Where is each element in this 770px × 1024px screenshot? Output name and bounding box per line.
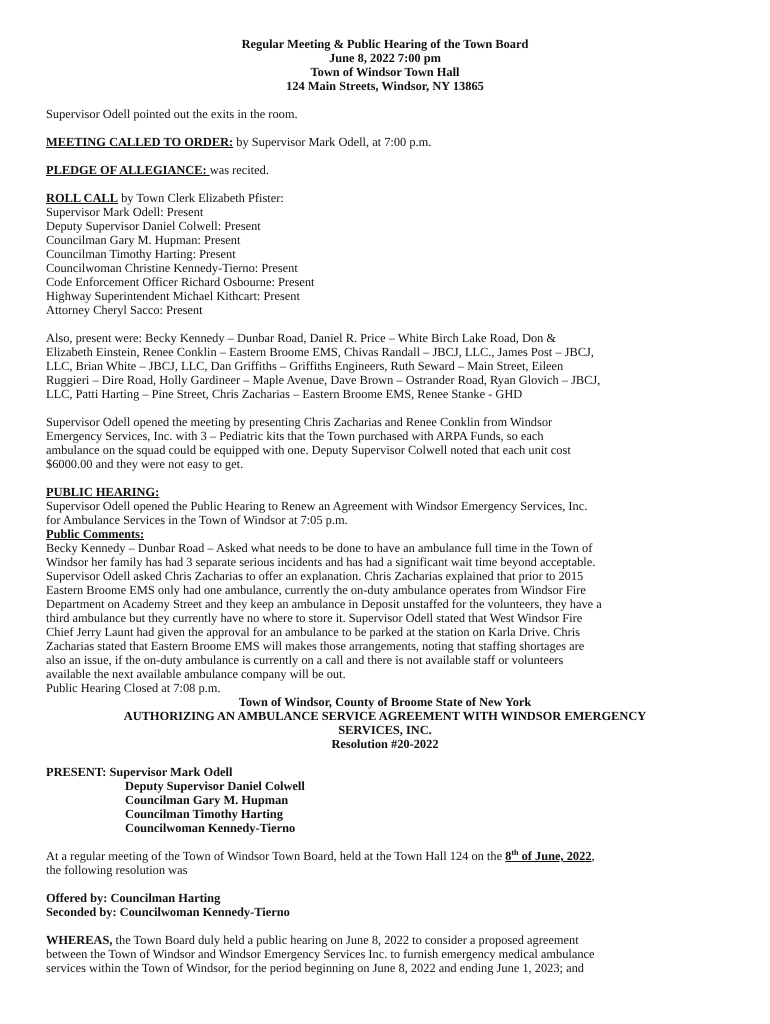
meeting-date-day: 8 [505,849,512,863]
also-present-line: Elizabeth Einstein, Renee Conklin – Eastern Broome EMS, Chivas Randall – JBCJ, LLC., James Post – JBCJ, [46,345,594,359]
pledge-label: PLEDGE OF ALLEGIANCE: [46,163,210,177]
also-present-line: LLC, Patti Harting – Pine Street, Chris Zacharias – Eastern Broome EMS, Renee Stanke - GHD [46,387,523,401]
also-present [46,331,724,401]
resolution-jurisdiction: Town of Windsor, County of Broome State of New York [238,695,532,709]
pledge-text: was recited. [209,163,269,177]
roll-call [46,191,724,317]
present-member: Deputy Supervisor Daniel Colwell [125,779,305,793]
public-comment-line: Supervisor Odell asked Chris Zacharias to offer an explanation. Chris Zacharias explained that prior to 2015 [46,569,584,583]
roll-call-member: Highway Superintendent Michael Kithcart: Present [46,289,300,303]
public-hearing-line: for Ambulance Services in the Town of Windsor at 7:05 p.m. [46,513,348,527]
roll-call-member: Councilwoman Christine Kennedy-Tierno: Present [46,261,298,275]
roll-call-label: ROLL CALL [46,191,118,205]
also-present-line: Also, present were: Becky Kennedy – Dunbar Road, Daniel R. Price – White Birch Lake Road, Don & [46,331,557,345]
resolution-title: AUTHORIZING AN AMBULANCE SERVICE AGREEMENT WITH WINDSOR EMERGENCY [123,709,647,723]
public-comment-line: Department on Academy Street and they keep an ambulance in Deposit unstaffed for the volunteers, they have a [46,597,602,611]
regular-meeting-line: the following resolution was [46,863,188,877]
called-to-order [46,135,724,149]
public-hearing-line: Supervisor Odell opened the Public Hearing to Renew an Agreement with Windsor Emergency Services, Inc. [46,499,588,513]
public-comment-line: also an issue, if the on-duty ambulance is currently on a call and there is not available staff or volunteers [46,653,564,667]
present-member: Supervisor Mark Odell [109,765,233,779]
present-label: PRESENT: [46,765,110,779]
called-to-order-text: by Supervisor Mark Odell, at 7:00 p.m. [233,135,432,149]
meeting-header [46,37,724,93]
roll-call-heading [46,191,724,205]
roll-call-member: Deputy Supervisor Daniel Colwell: Present [46,219,261,233]
roll-call-member: Councilman Gary M. Hupman: Present [46,233,241,247]
called-to-order-label: MEETING CALLED TO ORDER: [46,135,234,149]
whereas-line: services within the Town of Windsor, for the period beginning on June 8, 2022 and ending June 1, 2023; and [46,961,584,975]
public-hearing-closed: Public Hearing Closed at 7:08 p.m. [46,681,221,695]
present-list [46,765,724,835]
public-hearing [46,485,724,695]
kits-line: ambulance on the squad could be equipped with one. Deputy Supervisor Colwell noted that each unit cost [46,443,571,457]
pledge [46,163,724,177]
regular-meeting-text: At a regular meeting of the Town of Windsor Town Board, held at the Town Hall 124 on the [46,849,506,863]
whereas-line [46,933,724,947]
kits-line: Emergency Services, Inc. with 3 – Pediatric kits that the Town purchased with ARPA Funds, so each [46,429,544,443]
pediatric-kits-paragraph [46,415,724,471]
public-comment-line: Windsor her family has had 3 separate serious incidents and has had a significant wait time beyond acceptable. [46,555,596,569]
meeting-date-rest: of June, 2022 [518,849,592,863]
public-comment-line: Becky Kennedy – Dunbar Road – Asked what needs to be done to have an ambulance full time in the Town of [46,541,593,555]
regular-meeting-comma: , [591,849,595,863]
present-first [46,765,724,779]
header-date: June 8, 2022 7:00 pm [329,51,441,65]
header-address: 124 Main Streets, Windsor, NY 13865 [286,79,484,93]
whereas-clause [46,933,724,975]
meeting-date-suffix: th [511,847,519,857]
resolution-number: Resolution #20-2022 [331,737,439,751]
regular-meeting-line [46,849,724,863]
present-member: Councilman Gary M. Hupman [125,793,289,807]
public-comment-line: third ambulance but they currently have no where to store it. Supervisor Odell stated that West Windsor Fire [46,611,583,625]
public-comments-heading: Public Comments: [46,527,145,541]
resolution-title-cont: SERVICES, INC. [338,723,432,737]
roll-call-text: by Town Clerk Elizabeth Pfister: [117,191,284,205]
present-member: Councilman Timothy Harting [125,807,283,821]
kits-line: Supervisor Odell opened the meeting by presenting Chris Zacharias and Renee Conklin from Windsor [46,415,553,429]
seconded-by: Seconded by: Councilwoman Kennedy-Tierno [46,905,290,919]
roll-call-member: Code Enforcement Officer Richard Osbourne: Present [46,275,315,289]
public-comment-line: Zacharias stated that Eastern Broome EMS will makes those arrangements, noting that staffing shortages are [46,639,585,653]
roll-call-member: Supervisor Mark Odell: Present [46,205,204,219]
header-venue: Town of Windsor Town Hall [310,65,460,79]
whereas-label: WHEREAS, [46,933,113,947]
regular-meeting-statement [46,849,724,877]
resolution-heading [46,695,724,751]
offered-by: Offered by: Councilman Harting [46,891,221,905]
also-present-line: Ruggieri – Dire Road, Holly Gardineer – Maple Avenue, Dave Brown – Ostrander Road, Ryan Glovich – JBCJ, [46,373,601,387]
whereas-text: the Town Board duly held a public hearing on June 8, 2022 to consider a proposed agreement [112,933,579,947]
header-title: Regular Meeting & Public Hearing of the Town Board [241,37,529,51]
roll-call-member: Councilman Timothy Harting: Present [46,247,236,261]
present-member: Councilwoman Kennedy-Tierno [125,821,296,835]
public-comment-line: available the next available ambulance company will be out. [46,667,346,681]
also-present-line: LLC, Brian White – JBCJ, LLC, Dan Griffiths – Griffiths Engineers, Ruth Seward – Main Street, Eileen [46,359,564,373]
meeting-date [505,849,591,863]
exits-note: Supervisor Odell pointed out the exits in the room. [46,107,298,121]
kits-line: $6000.00 and they were not easy to get. [46,457,244,471]
roll-call-member: Attorney Cheryl Sacco: Present [46,303,203,317]
public-comment-line: Chief Jerry Launt had given the approval for an ambulance to be parked at the station on Karla Drive. Chris [46,625,580,639]
whereas-line: between the Town of Windsor and Windsor Emergency Services Inc. to furnish emergency medical ambulance [46,947,595,961]
public-comment-line: Eastern Broome EMS only had one ambulance, currently the on-duty ambulance operates from Windsor Fire [46,583,586,597]
public-hearing-heading: PUBLIC HEARING: [46,485,160,499]
